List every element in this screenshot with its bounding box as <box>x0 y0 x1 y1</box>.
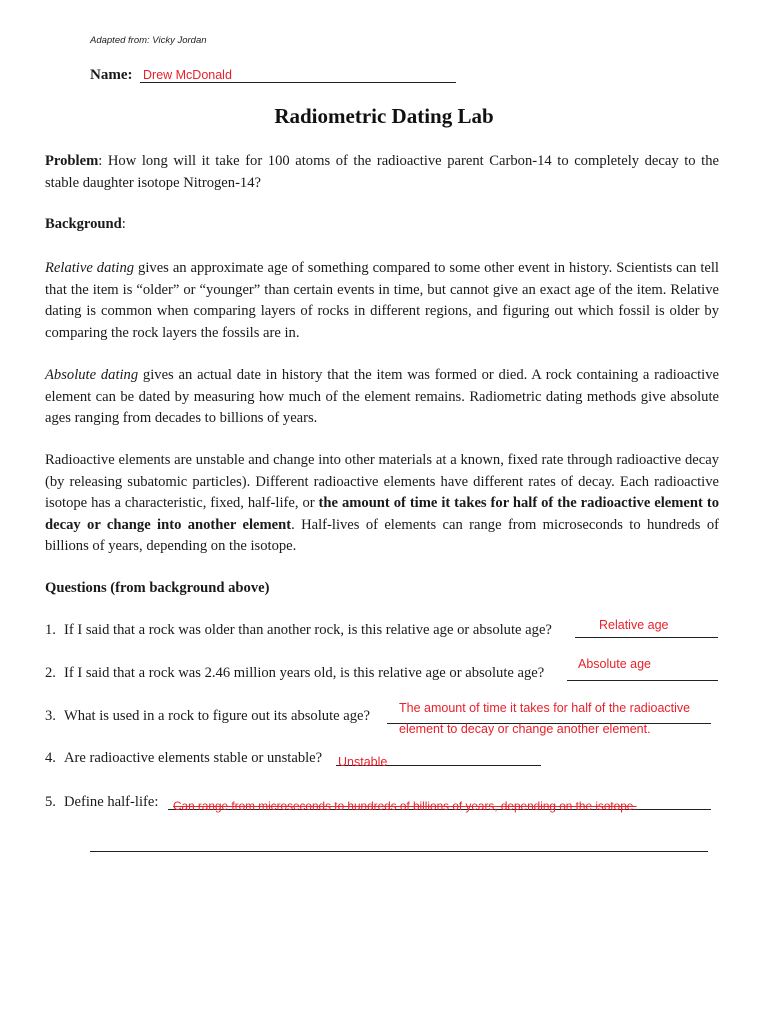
answer-line-5b <box>90 851 708 852</box>
problem-paragraph <box>45 151 719 194</box>
answer-line-2 <box>567 680 718 681</box>
answer-2[interactable]: Absolute age <box>578 657 651 671</box>
question-text: What is used in a rock to figure out its absolute age? <box>64 708 370 724</box>
answer-3-line-1[interactable]: The amount of time it takes for half of the radioactive <box>399 701 691 715</box>
question-3 <box>45 708 370 725</box>
question-number: 2. <box>45 665 56 681</box>
absolute-dating-term: Absolute dating <box>45 367 139 383</box>
name-label: Name: <box>90 67 133 83</box>
relative-dating-term: Relative dating <box>45 260 135 276</box>
question-2 <box>45 665 544 682</box>
page-title: Radiometric Dating Lab <box>274 104 494 128</box>
relative-dating-paragraph <box>45 258 719 344</box>
question-5 <box>45 794 158 811</box>
name-field-line <box>140 82 456 83</box>
problem-label: Problem <box>45 153 99 169</box>
question-number: 5. <box>45 794 56 810</box>
absolute-dating-text: gives an actual date in history that the item was formed or died. A rock containing a radioactive element can be dated by measuring how much of the element remains. Radiometric dating methods give absolute ages ranging from decades to billions of years. <box>45 367 719 426</box>
absolute-dating-paragraph <box>45 365 719 430</box>
answer-5[interactable]: Can range from microseconds to hundreds of billions of years, depending on the isotope. <box>173 799 637 813</box>
background-heading <box>45 216 126 233</box>
name-value[interactable]: Drew McDonald <box>143 68 232 82</box>
question-text: If I said that a rock was 2.46 million years old, is this relative age or absolute age? <box>64 665 545 681</box>
question-number: 4. <box>45 750 56 766</box>
answer-3-line-2[interactable]: element to decay or change another element. <box>399 722 651 736</box>
question-text: If I said that a rock was older than another rock, is this relative age or absolute age? <box>64 622 552 638</box>
question-1 <box>45 622 552 639</box>
answer-4[interactable]: Unstable <box>338 755 388 769</box>
relative-dating-text: gives an approximate age of something compared to some other event in history. Scientists can tell that the item is “older” or “younger” than certain events in time, but cannot give an exact age of the item. Relative dating is common when comparing layers of rocks in different regions, and figuring out which fossil is older by comparing the rock layers the fossils are in. <box>45 260 719 341</box>
radioactive-text-1: Radioactive elements are unstable and change into other materials at a known, fixed rate through radioactive decay (by releasing subatomic particles). Different radioactive elements have different rates of decay. Each radioactive isotope has a characteristic, fixed, half-life, or <box>45 452 719 511</box>
problem-text: : How long will it take for 100 atoms of the radioactive parent Carbon-14 to completely decay to the stable daughter isotope Nitrogen-14? <box>45 153 719 191</box>
background-label: Background <box>45 216 122 232</box>
question-4 <box>45 750 322 767</box>
question-text: Are radioactive elements stable or unstable? <box>64 750 323 766</box>
question-text: Define half-life: <box>64 794 159 810</box>
source-credit: Adapted from: Vicky Jordan <box>90 35 207 46</box>
questions-heading: Questions (from background above) <box>45 580 270 596</box>
answer-line-1 <box>575 637 718 638</box>
answer-1[interactable]: Relative age <box>599 618 669 632</box>
radioactive-paragraph <box>45 450 719 558</box>
half-life-definition: the amount of time it takes for half of the radioactive element to decay or change into another element <box>45 495 719 533</box>
background-colon: : <box>121 216 126 232</box>
question-number: 3. <box>45 708 56 724</box>
radioactive-text-2: . Half-lives of elements can range from microseconds to hundreds of billions of years, depending on the isotope. <box>45 516 720 554</box>
question-number: 1. <box>45 622 56 638</box>
